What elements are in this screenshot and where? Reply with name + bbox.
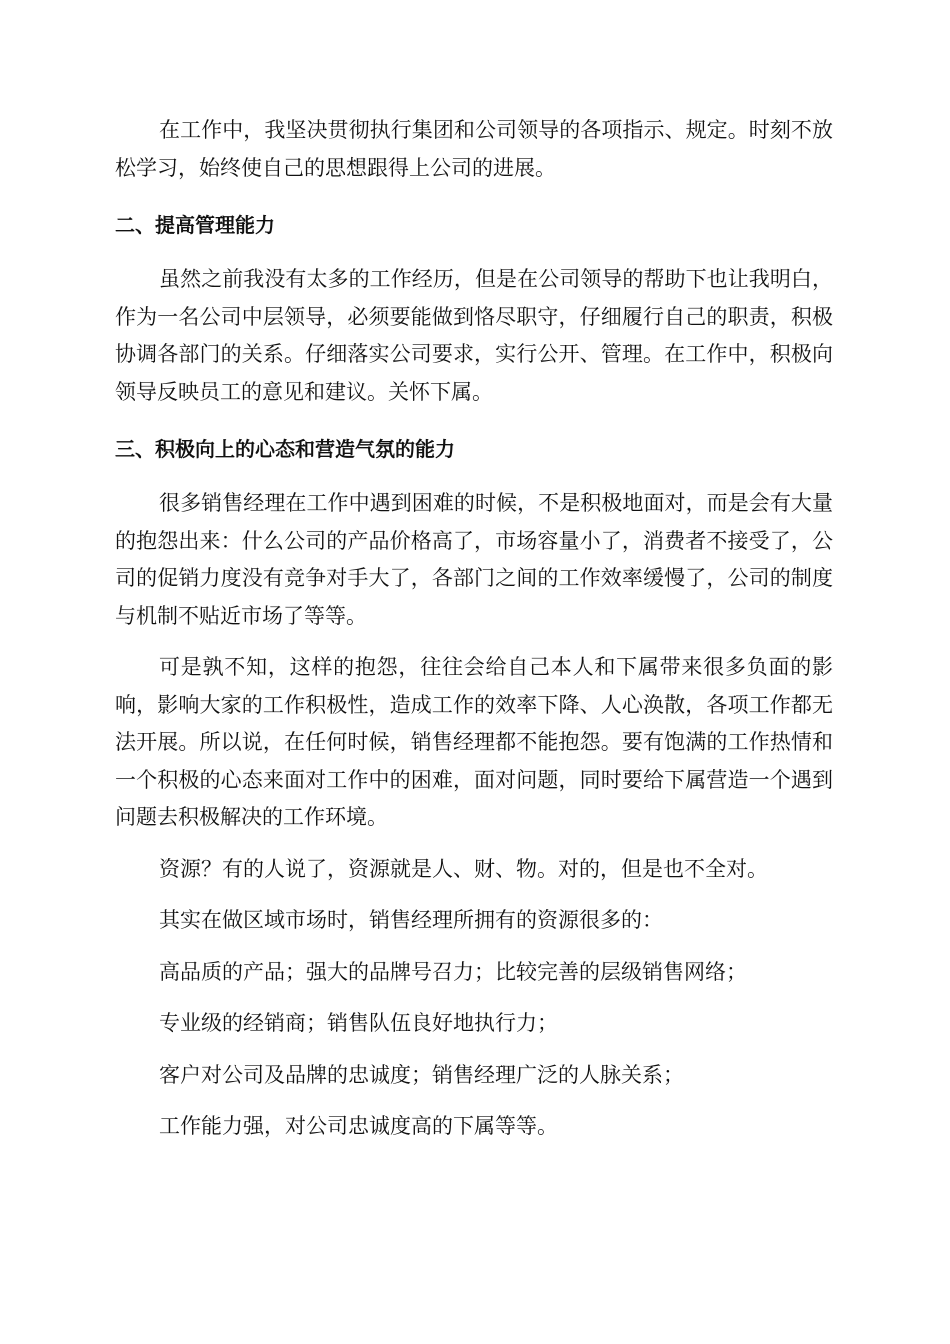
section-heading-management: 二、提高管理能力	[115, 213, 275, 237]
paragraph-management: 虽然之前我没有太多的工作经历，但是在公司领导的帮助下也让我明白，作为一名公司中层领导，必须要能做到恪尽职守，仔细履行自己的职责，积极协调各部门的关系。仔细落实公司要求，实行公开、管理。在工作中，积极向领导反映员工的意见和建议。关怀下属。	[115, 267, 833, 404]
line-resource-staff: 工作能力强，对公司忠诚度高的下属等等。	[159, 1114, 558, 1138]
line-resource-loyalty: 客户对公司及品牌的忠诚度；销售经理广泛的人脉关系；	[159, 1062, 684, 1087]
line-resources-question: 资源？有的人说了，资源就是人、财、物。对的，但是也不全对。	[159, 856, 768, 881]
line-resource-products: 高品质的产品；强大的品牌号召力；比较完善的层级销售网络；	[159, 959, 747, 984]
paragraph-complaints: 很多销售经理在工作中遇到困难的时候，不是积极地面对，而是会有大量的抱怨出来：什么公司的产品价格高了，市场容量小了，消费者不接受了，公司的促销力度没有竞争对手大了，各部门之间的工作效率缓慢了，公司的制度与机制不贴近市场了等等。	[115, 491, 833, 628]
paragraph-intro: 在工作中，我坚决贯彻执行集团和公司领导的各项指示、规定。时刻不放松学习，始终使自己的思想跟得上公司的进展。	[115, 118, 833, 180]
document-body	[115, 112, 833, 1146]
line-resources-intro: 其实在做区域市场时，销售经理所拥有的资源很多的：	[159, 908, 663, 932]
line-resource-dealers: 专业级的经销商；销售队伍良好地执行力；	[159, 1011, 558, 1035]
paragraph-harm-of-complaints: 可是孰不知，这样的抱怨，往往会给自己本人和下属带来很多负面的影响，影响大家的工作积极性，造成工作的效率下降、人心涣散，各项工作都无法开展。所以说，在任何时候，销售经理都不能抱怨。要有饱满的工作热情和一个积极的心态来面对工作中的困难，面对问题，同时要给下属营造一个遇到问题去积极解决的工作环境。	[115, 655, 833, 829]
section-heading-attitude: 三、积极向上的心态和营造气氛的能力	[115, 437, 455, 461]
